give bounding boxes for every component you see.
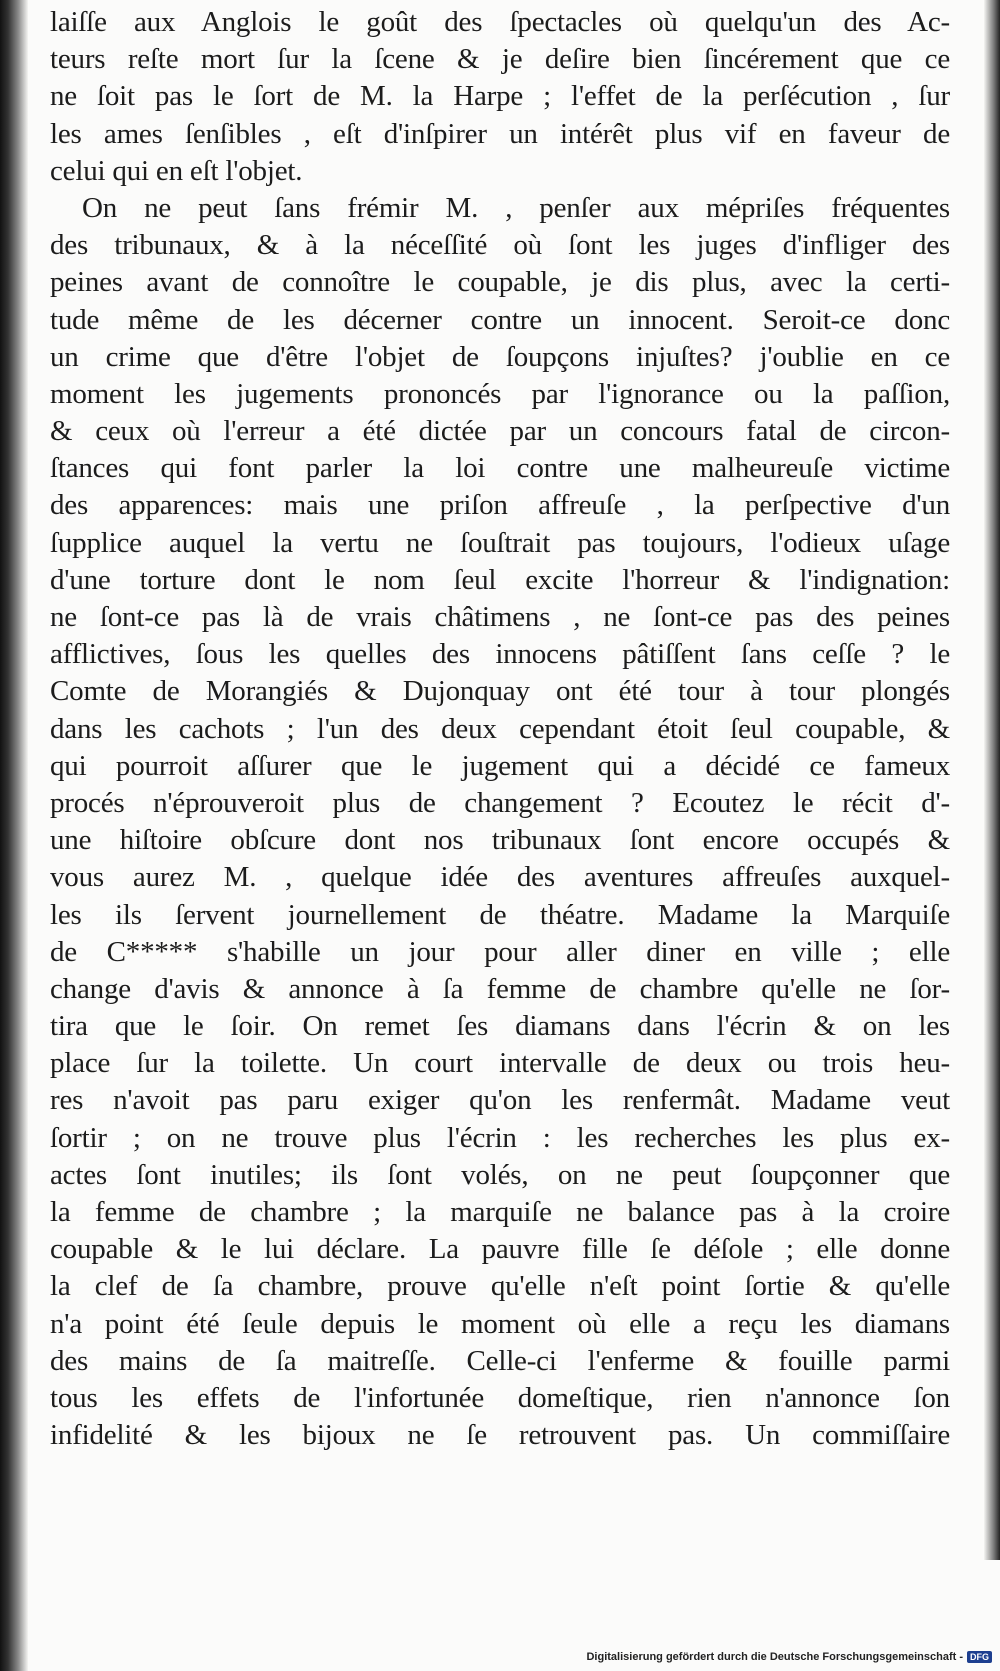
text-line: les ames ſenſibles , eſt d'inſpirer un intérêt plus vif en faveur de	[50, 117, 950, 150]
text-line: Comte de Morangiés & Dujonquay ont été tour à tour plongés	[50, 675, 950, 708]
text-line: la femme de chambre ; la marquiſe ne balance pas à la croire	[50, 1196, 950, 1228]
text-line: ne ſont-ce pas là de vrais châtimens , ne ſont-ce pas des peines	[50, 601, 950, 633]
text-line: procés n'éprouveroit plus de changement ? Ecoutez le récit d'-	[50, 786, 950, 819]
text-line: teurs reſte mort ſur la ſcene & je deſire bien ſincérement que ce	[50, 43, 950, 76]
text-line: dans les cachots ; l'un des deux cependant étoit ſeul coupable, &	[50, 712, 950, 745]
text-line: des mains de ſa maitreſſe. Celle-ci l'enferme & fouille parmi	[50, 1344, 950, 1377]
text-line: ſortir ; on ne trouve plus l'écrin : les recherches les plus ex-	[50, 1121, 950, 1154]
text-line: tous les effets de l'infortunée domeſtique, rien n'annonce ſon	[50, 1381, 950, 1414]
text-line: moment les jugements prononcés par l'ignorance ou la paſſion,	[50, 377, 950, 410]
text-line: actes ſont inutiles; ils ſont volés, on ne peut ſoupçonner que	[50, 1158, 950, 1191]
body-text	[50, 4, 950, 1454]
text-line: des apparences: mais une priſon affreuſe , la perſpective d'un	[50, 489, 950, 522]
dfg-logo-icon: DFG	[967, 1651, 992, 1663]
text-line: de C***** s'habille un jour pour aller diner en ville ; elle	[50, 935, 950, 968]
text-line: On ne peut ſans frémir M. , penſer aux mépriſes fréquentes	[82, 191, 950, 224]
text-line: n'a point été ſeule depuis le moment où elle a reçu les diamans	[50, 1307, 950, 1340]
page-left-edge-shadow	[0, 0, 28, 1671]
text-line: place ſur la toilette. Un court intervalle de deux ou trois heu-	[50, 1047, 950, 1080]
text-line: coupable & le lui déclare. La pauvre fille ſe déſole ; elle donne	[50, 1233, 950, 1266]
text-line: ne ſoit pas le ſort de M. la Harpe ; l'effet de la perſécution , ſur	[50, 80, 950, 113]
digitization-credit-text: Digitalisierung gefördert durch die Deutsche Forschungsgemeinschaft -	[586, 1651, 963, 1663]
text-line: res n'avoit pas paru exiger qu'on les renfermât. Madame veut	[50, 1084, 950, 1117]
text-line: les ils ſervent journellement de théatre. Madame la Marquiſe	[50, 898, 950, 931]
text-line: celui qui en eſt l'objet.	[50, 154, 303, 187]
text-line: ſtances qui font parler la loi contre une malheureuſe victime	[50, 452, 950, 485]
page-right-edge-shadow	[984, 0, 1000, 1560]
text-line: une hiſtoire obſcure dont nos tribunaux ſont encore occupés &	[50, 824, 950, 857]
text-line: qui pourroit aſſurer que le jugement qui a décidé ce fameux	[50, 749, 950, 782]
text-line: change d'avis & annonce à ſa femme de chambre qu'elle ne ſor-	[50, 972, 950, 1005]
text-line: vous aurez M. , quelque idée des aventures affreuſes auxquel-	[50, 861, 950, 894]
text-line: & ceux où l'erreur a été dictée par un concours fatal de circon-	[50, 415, 950, 448]
text-line: tude même de les décerner contre un innocent. Seroit-ce donc	[50, 303, 950, 336]
text-line: des tribunaux, & à la néceſſité où ſont les juges d'infliger des	[50, 229, 950, 262]
text-line: ſupplice auquel la vertu ne ſouſtrait pas toujours, l'odieux uſage	[50, 526, 950, 559]
text-line: infidelité & les bijoux ne ſe retrouvent pas. Un commiſſaire	[50, 1419, 950, 1452]
text-line: afflictives, ſous les quelles des innocens pâtiſſent ſans ceſſe ? le	[50, 638, 950, 671]
digitization-credit	[586, 1651, 992, 1663]
text-line: laiſſe aux Anglois le goût des ſpectacles où quelqu'un des Ac-	[50, 6, 950, 38]
text-line: d'une torture dont le nom ſeul excite l'horreur & l'indignation:	[50, 563, 950, 596]
text-line: tira que le ſoir. On remet ſes diamans dans l'écrin & on les	[50, 1010, 950, 1043]
text-line: la clef de ſa chambre, prouve qu'elle n'eſt point ſortie & qu'elle	[50, 1270, 950, 1303]
text-line: peines avant de connoître le coupable, je dis plus, avec la certi-	[50, 266, 950, 299]
text-line: un crime que d'être l'objet de ſoupçons injuſtes? j'oublie en ce	[50, 340, 950, 373]
